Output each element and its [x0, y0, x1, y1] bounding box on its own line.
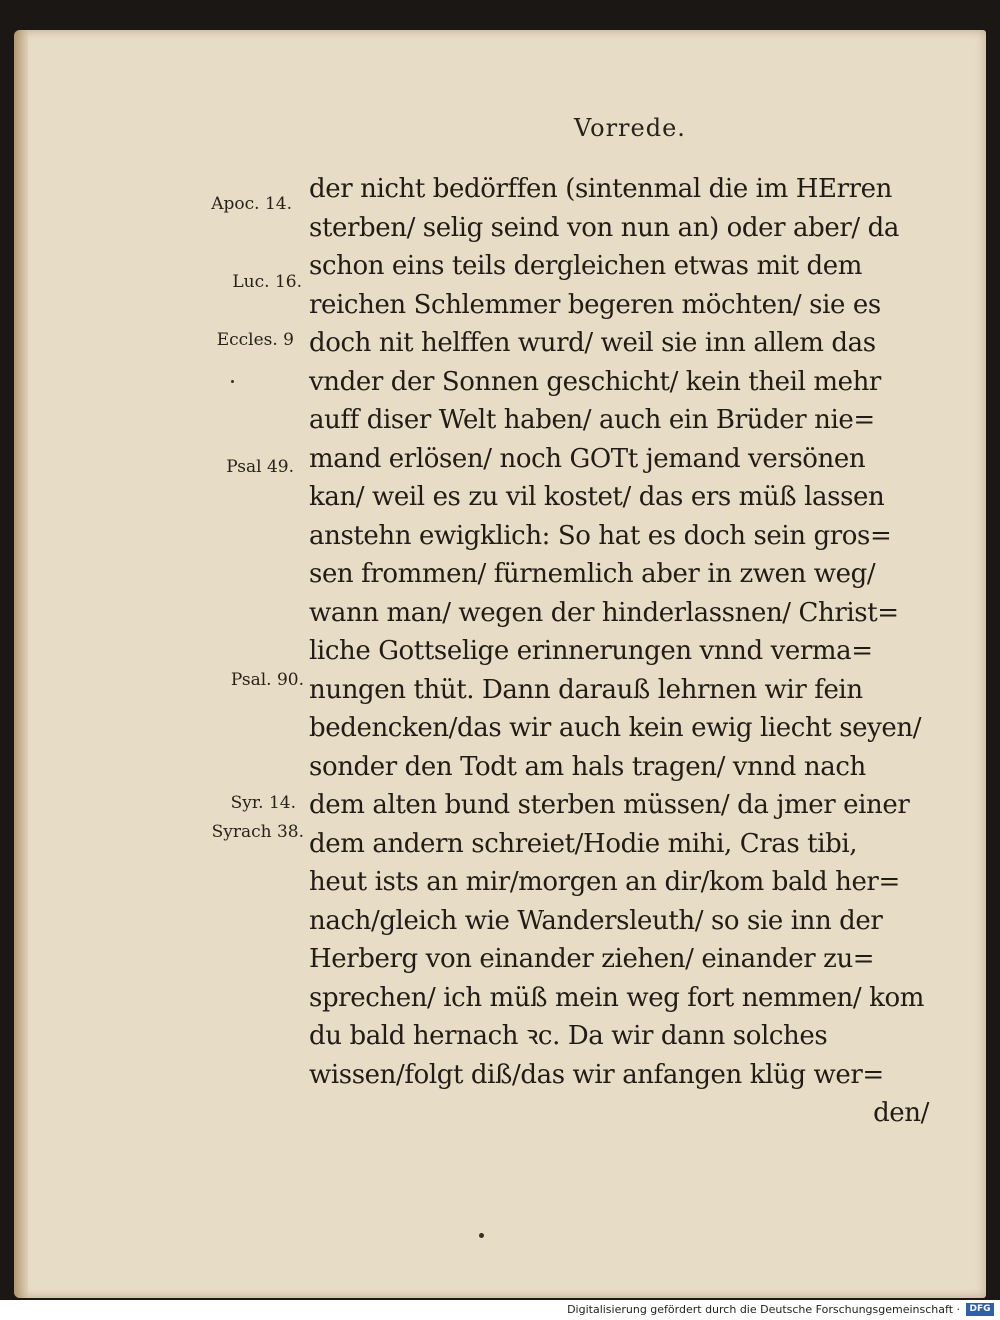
dfg-logo: DFG [966, 1303, 994, 1316]
text-line: dem alten bund sterben müssen/ da jmer einer [309, 790, 910, 820]
text-line: kan/ weil es zu vil kostet/ das ers müß lassen [309, 482, 885, 512]
text-line: vnder der Sonnen geschicht/ kein theil mehr [309, 366, 881, 397]
margin-note-eccles: Eccles. 9 [216, 330, 294, 350]
text-line: nach/gleich wie Wandersleuth/ so sie inn der [309, 905, 883, 936]
body-text [309, 170, 959, 1133]
catchword: den/ [873, 1098, 929, 1128]
text-line: nungen thüt. Dann darauß lehrnen wir fein [309, 674, 863, 705]
footer-bar [0, 1300, 1000, 1320]
text-line: dem andern schreiet/Hodie mihi, Cras tibi, [309, 828, 858, 859]
text-line: schon eins teils dergleichen etwas mit dem [309, 251, 863, 281]
running-head: Vorrede. [574, 114, 686, 142]
text-line: heut ists an mir/morgen an dir/kom bald her= [309, 867, 900, 897]
text-line: bedencken/das wir auch kein ewig liecht seyen/ [309, 713, 922, 743]
text-line: du bald hernach ꝛc. Da wir dann solches [309, 1021, 828, 1051]
text-line: sen frommen/ fürnemlich aber in zwen weg/ [309, 559, 876, 589]
text-line: sprechen/ ich müß mein weg fort nemmen/ kom [309, 982, 924, 1013]
book-page [14, 30, 986, 1298]
text-line: wissen/folgt diß/das wir anfangen klüg wer= [309, 1059, 884, 1090]
text-line: mand erlösen/ noch GOTt jemand versönen [309, 443, 866, 474]
text-line: Herberg von einander ziehen/ einander zu= [309, 944, 875, 974]
page-gutter-shadow [14, 30, 28, 1298]
text-line: reichen Schlemmer begeren möchten/ sie es [309, 289, 881, 320]
margin-note-psal-49: Psal 49. [226, 457, 294, 477]
text-line: der nicht bedörffen (sintenmal die im HErren [309, 174, 892, 204]
text-line: sterben/ selig seind von nun an) oder aber/ da [309, 212, 899, 243]
text-line: anstehn ewigklich: So hat es doch sein gros= [309, 520, 892, 551]
text-line: wann man/ wegen der hinderlassnen/ Christ= [309, 597, 899, 628]
margin-note-luc: Luc. 16. [232, 272, 302, 292]
margin-note-syrach: Syrach 38. [211, 822, 304, 842]
footer-credit: Digitalisierung gefördert durch die Deutsche Forschungsgemeinschaft · [567, 1303, 960, 1316]
ink-speck [479, 1233, 484, 1238]
ink-speck [231, 380, 234, 383]
margin-note-psal-90: Psal. 90. [230, 670, 304, 690]
text-line: auff diser Welt haben/ auch ein Brüder nie= [309, 405, 875, 435]
margin-note-apoc: Apoc. 14. [211, 194, 292, 214]
text-line: sonder den Todt am hals tragen/ vnnd nach [309, 751, 866, 782]
text-line: doch nit helffen wurd/ weil sie inn allem das [309, 328, 876, 358]
text-line: liche Gottselige erinnerungen vnnd verma= [309, 636, 873, 666]
margin-note-syr: Syr. 14. [230, 793, 296, 813]
